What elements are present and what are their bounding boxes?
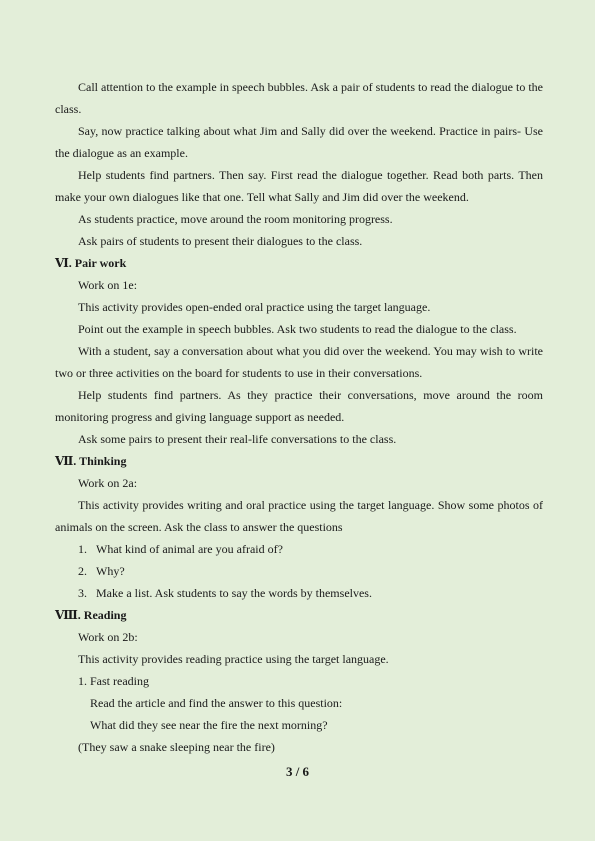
paragraph: Point out the example in speech bubbles. Ask two students to read the dialogue to the class. bbox=[78, 322, 517, 336]
paragraph: Help students find partners. Then say. First read the dialogue together. Read both parts. Then make your own dialogues like that one. Tell what Sally and Jim did over the weekend. bbox=[55, 168, 543, 204]
paragraph: Work on 1e: bbox=[78, 278, 138, 292]
paragraph: As students practice, move around the room monitoring progress. bbox=[78, 212, 393, 226]
paragraph: Work on 2b: bbox=[78, 630, 138, 644]
list-text: What kind of animal are you afraid of? bbox=[96, 542, 283, 556]
list-number: 3. bbox=[78, 586, 87, 600]
list-item bbox=[55, 560, 543, 582]
section-heading-pair-work: Ⅵ. Pair work bbox=[55, 256, 127, 270]
paragraph: With a student, say a conversation about what you did over the weekend. You may wish to write two or three activities on the board for students to use in their conversations. bbox=[55, 344, 543, 380]
answer: (They saw a snake sleeping near the fire) bbox=[78, 740, 275, 754]
sub-title: 1. Fast reading bbox=[78, 674, 149, 688]
paragraph: This activity provides open-ended oral practice using the target language. bbox=[78, 300, 431, 314]
question: What did they see near the fire the next morning? bbox=[90, 718, 328, 732]
section-heading-reading: Ⅷ. Reading bbox=[55, 608, 127, 622]
list-text: Why? bbox=[96, 564, 125, 578]
list-number: 1. bbox=[78, 542, 87, 556]
instruction: Read the article and find the answer to this question: bbox=[90, 696, 343, 710]
paragraph: Ask some pairs to present their real-life conversations to the class. bbox=[78, 432, 397, 446]
paragraph: Say, now practice talking about what Jim and Sally did over the weekend. Practice in pairs- Use the dialogue as an example. bbox=[55, 124, 543, 160]
paragraph: Ask pairs of students to present their dialogues to the class. bbox=[78, 234, 363, 248]
list-item bbox=[55, 582, 543, 604]
list-number: 2. bbox=[78, 564, 87, 578]
paragraph: Help students find partners. As they practice their conversations, move around the room monitoring progress and giving language support as needed. bbox=[55, 388, 543, 424]
page-number: 3 / 6 bbox=[285, 764, 310, 779]
paragraph: Work on 2a: bbox=[78, 476, 138, 490]
list-item bbox=[55, 538, 543, 560]
paragraph: This activity provides writing and oral practice using the target language. Show some photos of animals on the screen. Ask the class to answer the questions bbox=[55, 498, 543, 534]
section-heading-thinking: Ⅶ. Thinking bbox=[55, 454, 127, 468]
paragraph: Call attention to the example in speech bubbles. Ask a pair of students to read the dialogue to the class. bbox=[55, 80, 543, 116]
paragraph: This activity provides reading practice using the target language. bbox=[78, 652, 389, 666]
document-body bbox=[55, 76, 543, 758]
list-text: Make a list. Ask students to say the words by themselves. bbox=[96, 586, 372, 600]
